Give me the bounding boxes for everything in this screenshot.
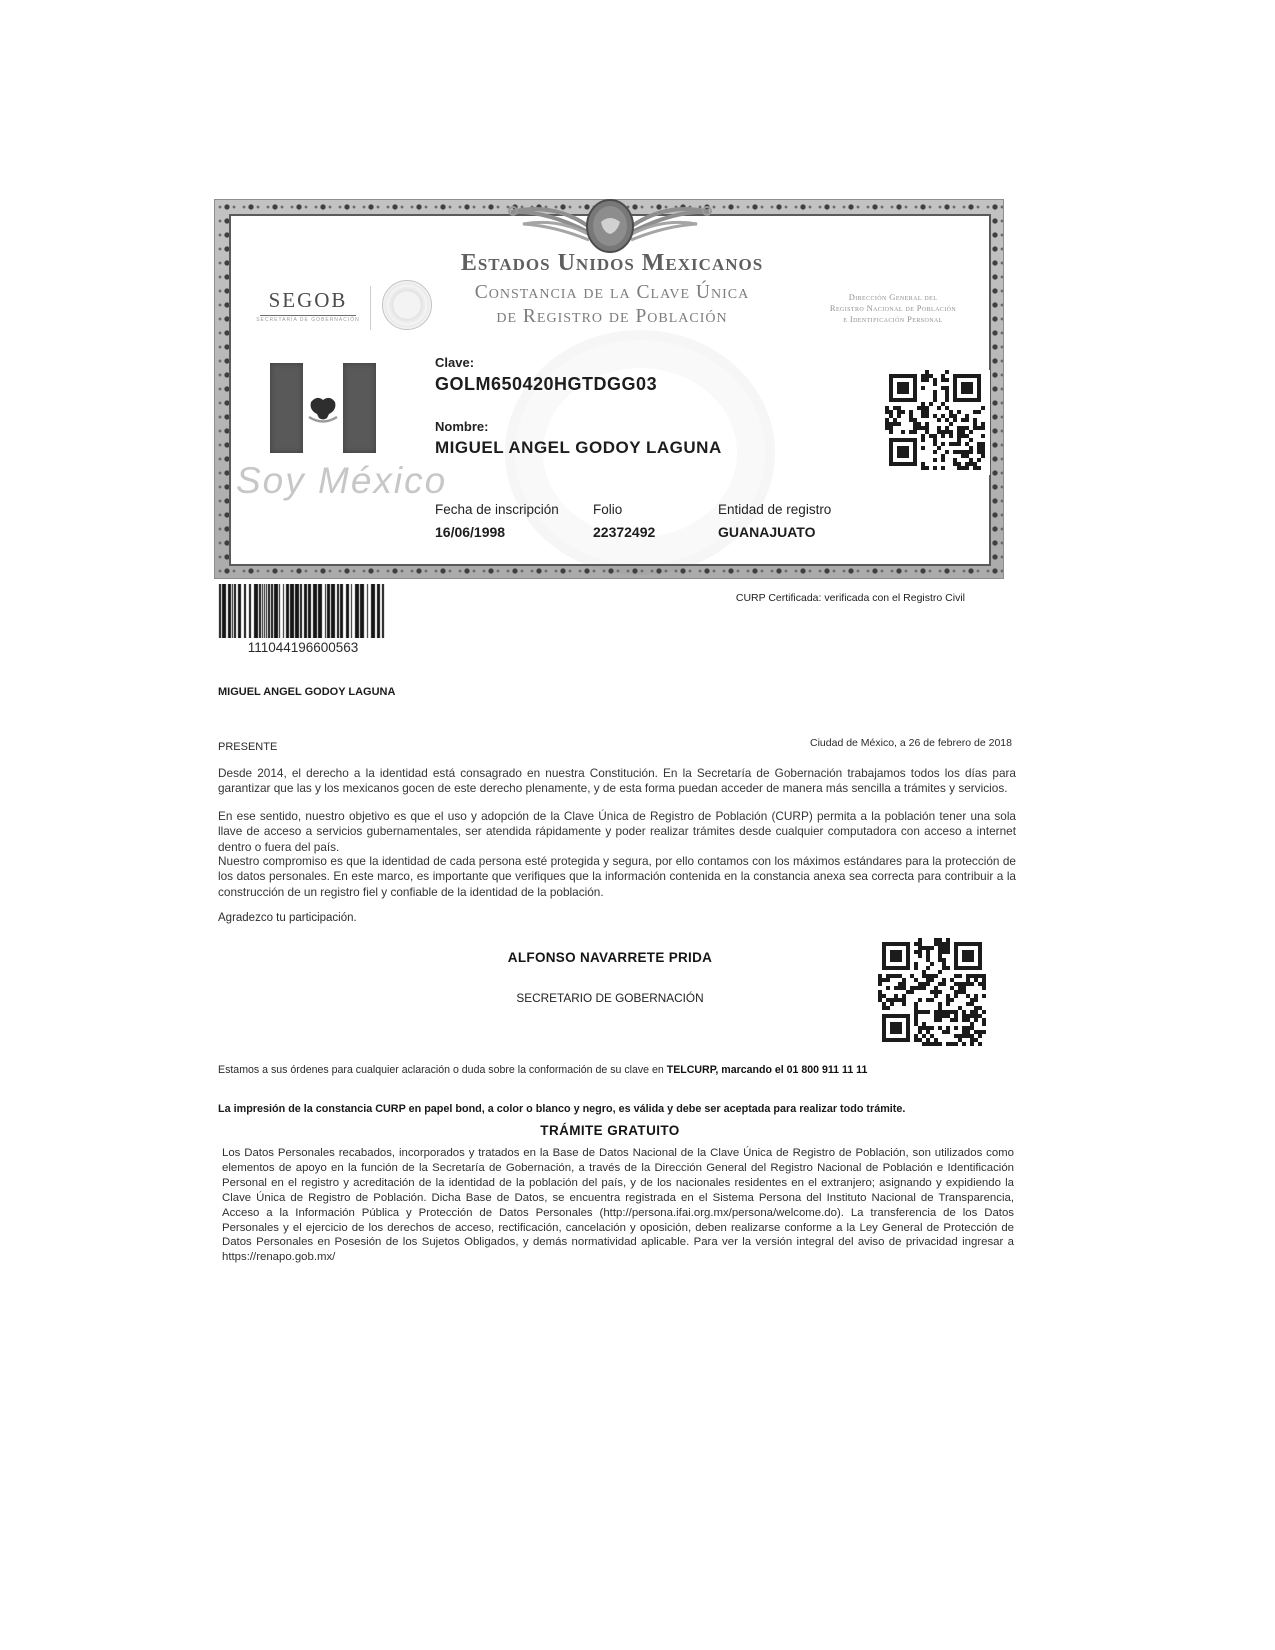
mexican-flag-grayscale [270, 363, 376, 455]
segob-wordmark: SEGOB [268, 288, 348, 312]
letter-recipient-name: MIGUEL ANGEL GODOY LAGUNA [218, 686, 396, 698]
print-validity-note: La impresión de la constancia CURP en papel bond, a color o blanco y negro, es válida y debe ser aceptada para realizar todo trámite. [218, 1103, 906, 1115]
contact-line-normal: Estamos a sus órdenes para cualquier aclaración o duda sobre la conformación de su clave en [218, 1064, 667, 1076]
letter-paragraph-2: En ese sentido, nuestro objetivo es que el uso y adopción de la Clave Única de Registro de Población (CURP) permita a la población tener una sola llave de acceso a servicios gubernamentales, ser atendida rápidamente y poder realizar trámites desde cualquier computadora con acceso a internet dentro o fuera del país. [218, 809, 1016, 854]
flag-left-bar [270, 363, 303, 453]
certificate-titles [418, 250, 806, 328]
tramite-gratuito-heading: TRÁMITE GRATUITO [540, 1123, 680, 1138]
flag-right-bar [343, 363, 376, 453]
letter-paragraph-1: Desde 2014, el derecho a la identidad está consagrado en nuestra Constitución. En la Secretaría de Gobernación trabajamos todos los días para garantizar que las y los mexicanos gocen de este derecho plenamente, y de esta forma puedan acceder de manera más sencilla a trámites y servicios. [218, 766, 1016, 796]
fecha-inscripcion-value: 16/06/1998 [435, 524, 506, 540]
clave-value: GOLM650420HGTDGG03 [435, 374, 658, 394]
directorate-caption: Dirección General del Registro Nacional de Población e Identificación Personal [829, 292, 957, 324]
signer-name: ALFONSO NAVARRETE PRIDA [507, 950, 713, 965]
letter-presente: PRESENTE [218, 741, 278, 753]
contact-line-bold: TELCURP, marcando el 01 800 911 11 11 [666, 1064, 868, 1076]
segob-rule [260, 315, 356, 316]
signature-qr-code [878, 938, 990, 1056]
folio-label: Folio [593, 502, 623, 517]
title-estados-unidos-mexicanos: Estados Unidos Mexicanos [460, 250, 764, 276]
letter-paragraph-3: Nuestro compromiso es que la identidad de cada persona esté protegida y segura, por ello contamos con los máximos estándares para la protección de los datos personales. En este marco, es importante que verifiques que la información contenida en la constancia anexa sea correcta para contribuir a la construcción de un registro fiel y confiable de la identidad de la población. [218, 854, 1016, 899]
curp-certified-note: CURP Certificada: verificada con el Registro Civil [735, 592, 965, 604]
signer-title: SECRETARIO DE GOBERNACIÓN [516, 991, 704, 1005]
title-constancia-line1: Constancia de la Clave Única [474, 282, 750, 303]
fecha-inscripcion-label: Fecha de inscripción [435, 502, 559, 517]
entidad-registro-value: GUANAJUATO [718, 524, 816, 540]
segob-logo [256, 288, 360, 323]
folio-value: 22372492 [593, 524, 656, 540]
letter-dateline: Ciudad de México, a 26 de febrero de 2018 [810, 737, 1012, 749]
curp-barcode [218, 584, 386, 638]
curp-qr-code [885, 370, 990, 475]
nombre-label: Nombre: [435, 419, 489, 434]
title-constancia-line2: de Registro de Población [496, 306, 728, 327]
barcode-number: 111044196600563 [247, 640, 359, 655]
soy-mexico-watermark: Soy México [236, 460, 448, 501]
clave-label: Clave: [435, 355, 475, 370]
privacy-notice-paragraph: Los Datos Personales recabados, incorporados y tratados en la Base de Datos Nacional de la Clave Única de Registro de Población, son utilizados como elementos de apoyo en la función de la Secretaría de Gobernación, a través de la Dirección General del Registro Nacional de Población e Identificación Personal en el registro y acreditación de la identidad de la población del país, y de los nacionales residentes en el extranjero; asignando y expidiendo la Clave Única de Registro de Población. Dicha Base de Datos, se encuentra registrada en el Sistema Persona del Instituto Nacional de Transparencia, Acceso a la Información Pública y Protección de Datos Personales (http://persona.ifai.org.mx/persona/welcome.do). La transferencia de los Datos Personales y el ejercicio de los derechos de acceso, rectificación, cancelación y oposición, deben realizarse conforme a la Ley General de Protección de Datos Personales en Posesión de los Sujetos Obligados, y demás normatividad aplicable. Para ver la versión integral del aviso de privacidad ingresar a https://renapo.gob.mx/ [222, 1147, 1014, 1264]
letter-thanks-line: Agradezco tu participación. [218, 912, 357, 924]
entidad-registro-label: Entidad de registro [718, 502, 832, 517]
nombre-value: MIGUEL ANGEL GODOY LAGUNA [435, 438, 722, 457]
contact-line [218, 1064, 867, 1076]
header-divider [370, 286, 371, 330]
segob-subtitle: SECRETARÍA DE GOBERNACIÓN [256, 317, 360, 323]
flag-eagle-icon [303, 385, 343, 431]
